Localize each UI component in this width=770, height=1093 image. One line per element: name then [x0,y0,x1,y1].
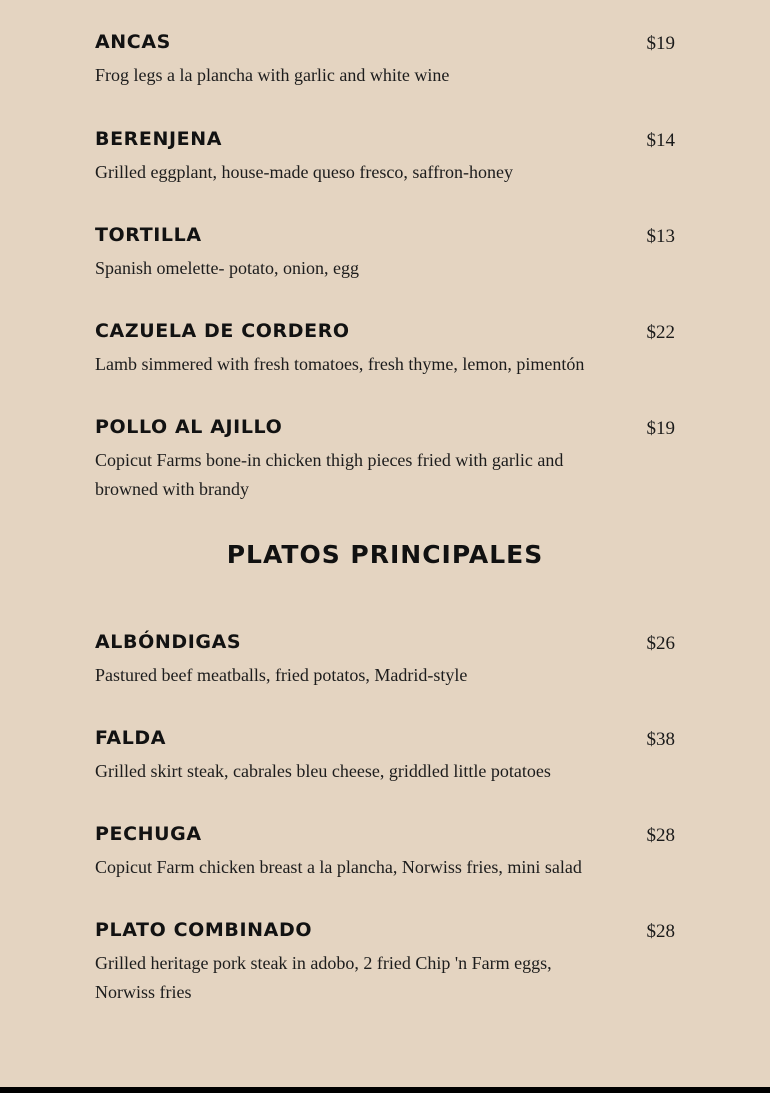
item-description: Grilled skirt steak, cabrales bleu cheese, griddled little potatoes [95,761,551,781]
section-heading: PLATOS PRINCIPALES [226,540,544,569]
item-name: FALDA [95,727,167,749]
item-description: Frog legs a la plancha with garlic and white wine [95,65,450,85]
menu-item [95,223,675,283]
item-price: $38 [646,729,675,750]
item-description: Copicut Farm chicken breast a la plancha, Norwiss fries, mini salad [95,857,582,877]
item-description: Grilled heritage pork steak in adobo, 2 fried Chip 'n Farm eggs, Norwiss fries [95,953,552,1002]
item-price: $14 [646,130,675,151]
menu-item [95,918,675,1007]
item-price: $26 [646,633,675,654]
item-name: PECHUGA [95,823,202,845]
menu-item [95,30,675,90]
item-price: $28 [646,825,675,846]
menu-item [95,127,675,187]
item-price: $28 [646,921,675,942]
item-price: $13 [646,226,675,247]
item-name: ALBÓNDIGAS [95,631,242,653]
item-name: TORTILLA [95,224,202,246]
item-description: Pastured beef meatballs, fried potatos, Madrid-style [95,665,468,685]
item-description: Copicut Farms bone-in chicken thigh pieces fried with garlic and browned with brandy [95,450,564,499]
item-name: BERENJENA [95,128,223,150]
menu-item [95,415,675,504]
item-name: CAZUELA DE CORDERO [95,320,350,342]
item-name: ANCAS [95,31,171,53]
bottom-divider [0,1087,770,1093]
item-price: $22 [646,322,675,343]
item-name: PLATO COMBINADO [95,919,313,941]
menu-item [95,630,675,690]
item-name: POLLO AL AJILLO [95,416,283,438]
menu-item [95,822,675,882]
item-description: Spanish omelette- potato, onion, egg [95,258,359,278]
item-description: Grilled eggplant, house-made queso fresco, saffron-honey [95,162,514,182]
item-price: $19 [646,33,675,54]
item-price: $19 [646,418,675,439]
item-description: Lamb simmered with fresh tomatoes, fresh thyme, lemon, pimentón [95,354,585,374]
menu-item [95,319,675,379]
menu-item [95,726,675,786]
